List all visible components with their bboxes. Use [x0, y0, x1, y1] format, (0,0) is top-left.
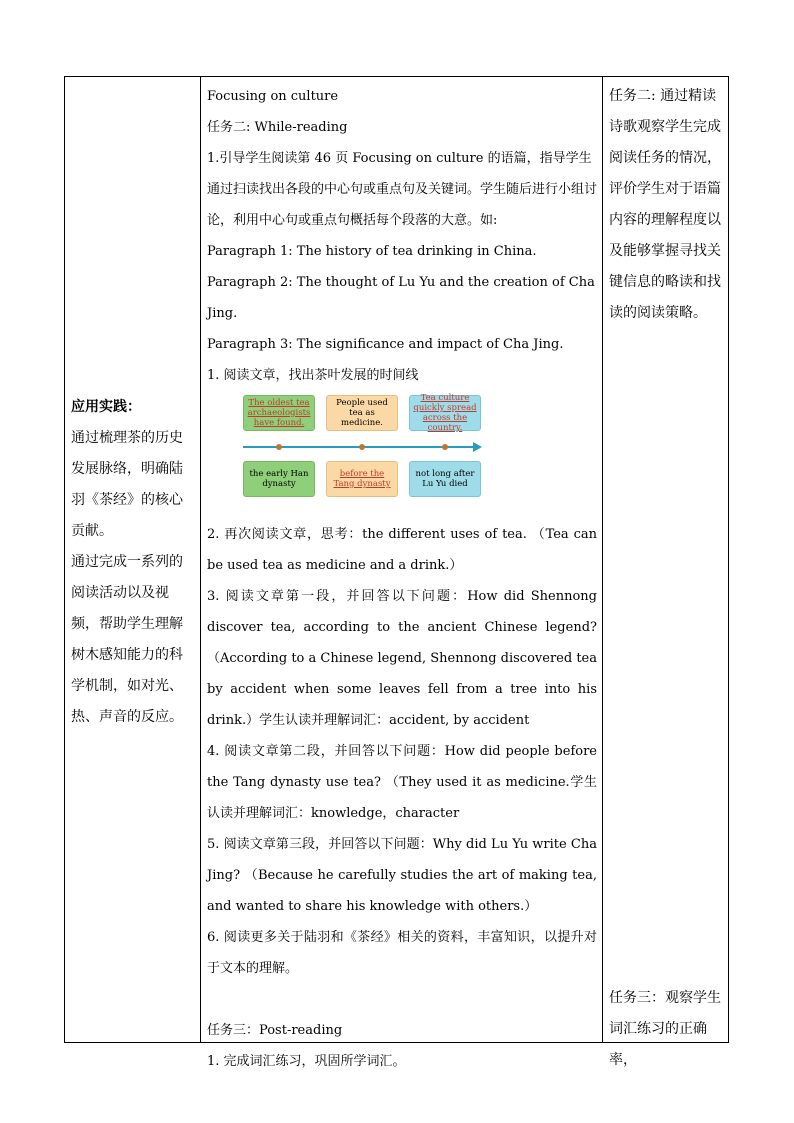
column-divider: [200, 77, 201, 1042]
paragraph-summary: Paragraph 1: The history of tea drinking in China.: [207, 244, 537, 259]
activity-step: 6. 阅读更多关于陆羽和《茶经》相关的资料，丰富知识，以提升对于文本的理解。: [207, 930, 597, 976]
objective-paragraph: 通过梳理茶的历史发展脉络，明确陆羽《茶经》的核心贡献。: [71, 430, 183, 539]
objective-paragraph: 通过完成一系列的阅读活动以及视频，帮助学生理解树木感知能力的科学机制，如对光、热、声音的反应。: [71, 554, 183, 725]
timeline-event: People used tea as medicine.: [326, 395, 398, 431]
evaluation-task3: 任务三：观察学生词汇练习的正确率，: [609, 990, 721, 1068]
timeline-event: The oldest tea archaeologists have found.: [243, 395, 315, 431]
activity-step: 1. 完成词汇练习，巩固所学词汇。: [207, 1054, 406, 1069]
activity-step: 5. 阅读文章第三段，并回答以下问题：Why did Lu Yu write Cha Jing? （Because he carefully studies the art of making tea, and wanted to share his knowledge with others.）: [207, 837, 597, 914]
activity-step: 4. 阅读文章第二段，并回答以下问题：How did people before the Tang dynasty use tea? （They used it as medicine.学生认读并理解词汇：knowledge，character: [207, 744, 597, 821]
objective-heading: 应用实践：: [71, 399, 141, 415]
lesson-plan-table: [64, 76, 729, 1069]
activity-step: 2. 再次阅读文章，思考：the different uses of tea. （Tea can be used tea as medicine and a drink.）: [207, 527, 597, 573]
objective-column: [71, 392, 193, 733]
activity-step: 1. 阅读文章，找出茶叶发展的时间线: [207, 368, 419, 383]
arrow-right-icon: [473, 442, 482, 452]
timeline-marker: [359, 444, 365, 450]
timeline-event: Tea culture quickly spread across the country.: [409, 395, 481, 431]
evaluation-task2: 任务二: 通过精读诗歌观察学生完成阅读任务的情况，评价学生对于语篇内容的理解程度以及能够掌握寻找关键信息的略读和找读的阅读策略。: [609, 88, 721, 321]
activity-column: [207, 81, 597, 1077]
paragraph-summary: Paragraph 2: The thought of Lu Yu and the creation of Cha Jing.: [207, 275, 595, 321]
section-title: Focusing on culture: [207, 89, 339, 104]
spacer: [207, 984, 597, 1015]
tea-timeline-diagram: [207, 395, 597, 513]
timeline-period: the early Han dynasty: [243, 461, 315, 497]
timeline-marker: [442, 444, 448, 450]
activity-step: 1.引导学生阅读第 46 页 Focusing on culture 的语篇，指导学生通过扫读找出各段的中心句或重点句及关键词。学生随后进行小组讨论，利用中心句或重点句概括每个段落的大意。如:: [207, 151, 598, 228]
activity-step: 3. 阅读文章第一段，并回答以下问题：How did Shennong discover tea, according to the ancient Chinese legend? （According to a Chinese legend, Shennong discovered tea by accident when some leaves fell from a tree into his drink.）学生认读并理解词汇：accident, by accident: [207, 589, 597, 728]
column-divider: [602, 77, 603, 1042]
timeline-period: not long after Lu Yu died: [409, 461, 481, 497]
timeline-period: before the Tang dynasty: [326, 461, 398, 497]
timeline-marker: [276, 444, 282, 450]
task-heading: 任务三：Post-reading: [207, 1023, 343, 1038]
paragraph-summary: Paragraph 3: The significance and impact of Cha Jing.: [207, 337, 564, 352]
task-heading: 任务二: While-reading: [207, 120, 348, 135]
